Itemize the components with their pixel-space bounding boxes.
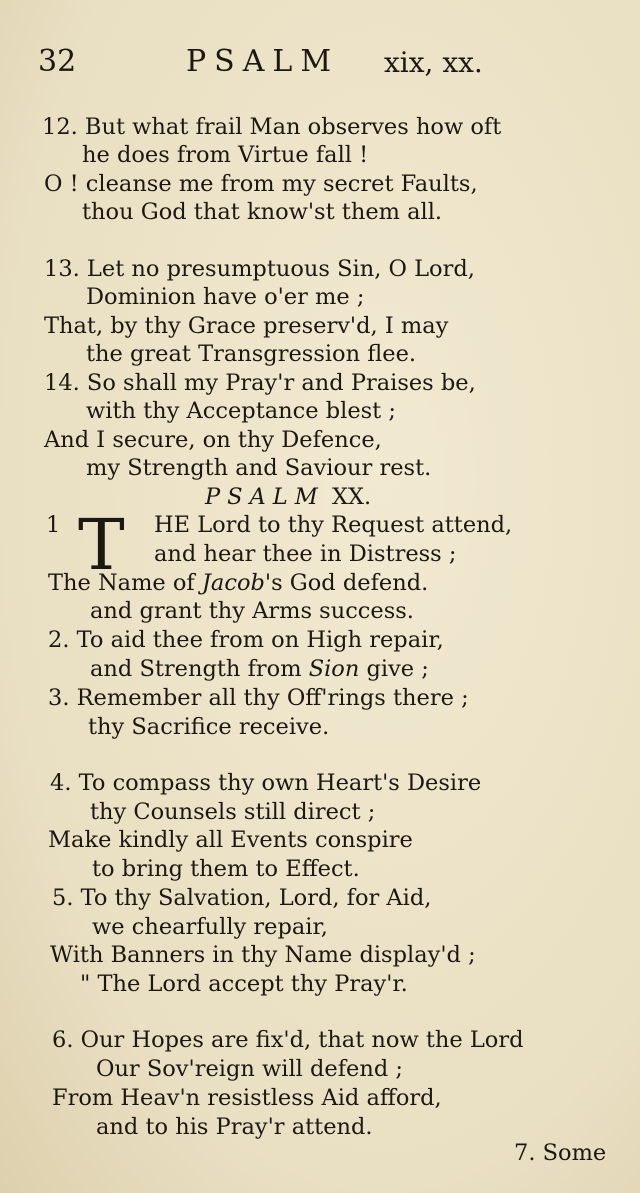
- verse-number: 1: [46, 512, 61, 538]
- text-segment: The Name of: [48, 570, 202, 596]
- verse-line: 6. Our Hopes are fix'd, that now the Lord: [52, 1027, 524, 1053]
- verse-line: and hear thee in Distress ;: [154, 541, 457, 567]
- verse-line: he does from Virtue fall !: [82, 142, 369, 168]
- subtitle-number: XX.: [331, 484, 372, 510]
- verse-line: and grant thy Arms success.: [90, 598, 414, 624]
- verse-line: to bring them to Effect.: [92, 856, 360, 882]
- catchword: 7. Some: [514, 1140, 607, 1166]
- verse-line: 13. Let no presumptuous Sin, O Lord,: [44, 256, 475, 282]
- verse-line: 4. To compass thy own Heart's Desire: [50, 770, 482, 796]
- verse-line: 12. But what frail Man observes how oft: [42, 114, 502, 140]
- verse-line: we chearfully repair,: [92, 914, 328, 940]
- drop-cap: T: [78, 504, 125, 586]
- header-psalm-numbers: xix, xx.: [384, 46, 483, 79]
- text-segment: and Strength from: [90, 656, 309, 682]
- verse-line: Make kindly all Events conspire: [48, 827, 413, 853]
- verse-line: With Banners in thy Name display'd ;: [50, 942, 476, 968]
- page-number: 32: [38, 44, 77, 79]
- verse-line: my Strength and Saviour rest.: [86, 455, 432, 481]
- verse-line: HE Lord to thy Request attend,: [154, 512, 513, 538]
- running-header: [38, 44, 598, 84]
- verse-line: thou God that know'st them all.: [82, 199, 443, 225]
- verse-line: with thy Acceptance blest ;: [86, 398, 396, 424]
- psalm-subtitle: [205, 484, 371, 510]
- name-jacob: Jacob: [201, 570, 265, 596]
- header-title: PSALM: [186, 44, 340, 79]
- verse-line: " The Lord accept thy Pray'r.: [80, 971, 408, 997]
- verse-line: thy Counsels still direct ;: [90, 799, 376, 825]
- verse-line: and to his Pray'r attend.: [96, 1114, 373, 1140]
- name-sion: Sion: [308, 656, 360, 682]
- text-segment: give ;: [359, 656, 429, 682]
- verse-line: That, by thy Grace preserv'd, I may: [44, 313, 449, 339]
- subtitle-psalm: PSALM: [205, 484, 325, 510]
- verse-line: Dominion have o'er me ;: [86, 284, 365, 310]
- verse-line: O ! cleanse me from my secret Faults,: [44, 171, 478, 197]
- verse-line: 2. To aid thee from on High repair,: [48, 627, 444, 653]
- verse-line: 5. To thy Salvation, Lord, for Aid,: [52, 885, 432, 911]
- verse-line: [90, 658, 429, 681]
- text-segment: 's God defend.: [264, 570, 429, 596]
- verse-line: 14. So shall my Pray'r and Praises be,: [44, 370, 476, 396]
- verse-line: Our Sov'reign will defend ;: [96, 1056, 404, 1082]
- verse-line: [48, 572, 428, 595]
- verse-line: the great Transgression flee.: [86, 341, 417, 367]
- verse-line: thy Sacrifice receive.: [88, 714, 330, 740]
- verse-line: From Heav'n resistless Aid afford,: [52, 1085, 442, 1111]
- verse-line: 3. Remember all thy Off'rings there ;: [48, 685, 469, 711]
- verse-line: And I secure, on thy Defence,: [44, 427, 382, 453]
